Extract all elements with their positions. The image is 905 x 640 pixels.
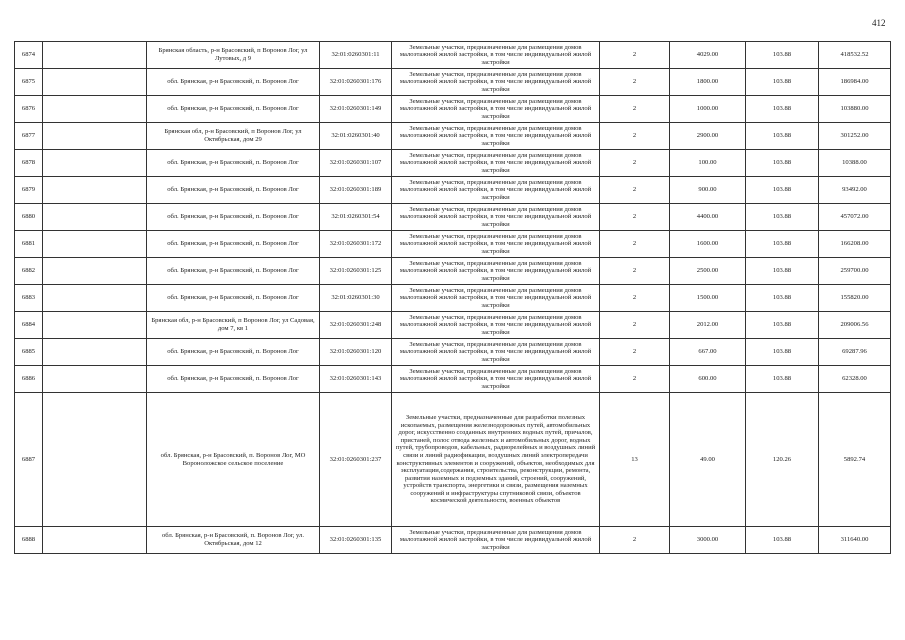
table-row [15, 527, 891, 554]
land-purpose-cell: Земельные участки, предназначенные для размещения домов малоэтажной жилой застройки, в том числе индивидуальной жилой застройки [392, 231, 600, 258]
cadastral-number-cell: 32:01:0260301:176 [320, 69, 392, 96]
group-cell: 2 [600, 69, 670, 96]
page-number: 412 [872, 18, 886, 28]
specific-value-cell: 120.26 [746, 393, 819, 527]
row-number: 6874 [15, 42, 43, 69]
cadastral-number-cell: 32:01:0260301:143 [320, 366, 392, 393]
specific-value-cell: 103.88 [746, 366, 819, 393]
land-purpose-cell: Земельные участки, предназначенные для размещения домов малоэтажной жилой застройки, в том числе индивидуальной жилой застройки [392, 123, 600, 150]
cadastral-value-cell: 259700.00 [819, 258, 891, 285]
land-purpose-cell: Земельные участки, предназначенные для размещения домов малоэтажной жилой застройки, в том числе индивидуальной жилой застройки [392, 527, 600, 554]
area-cell: 4400.00 [670, 204, 746, 231]
empty-cell [43, 312, 147, 339]
cadastral-number-cell: 32:01:0260301:149 [320, 96, 392, 123]
address-cell: Брянская область, р-н Брасовский, п Воронов Лог, ул Лутовых, д 9 [147, 42, 320, 69]
table-row [15, 366, 891, 393]
area-cell: 900.00 [670, 177, 746, 204]
cadastral-number-cell: 32:01:0260301:135 [320, 527, 392, 554]
land-purpose-cell: Земельные участки, предназначенные для размещения домов малоэтажной жилой застройки, в том числе индивидуальной жилой застройки [392, 69, 600, 96]
group-cell: 13 [600, 393, 670, 527]
empty-cell [43, 150, 147, 177]
area-cell: 2900.00 [670, 123, 746, 150]
specific-value-cell: 103.88 [746, 285, 819, 312]
land-purpose-cell: Земельные участки, предназначенные для размещения домов малоэтажной жилой застройки, в том числе индивидуальной жилой застройки [392, 339, 600, 366]
table-row [15, 42, 891, 69]
cadastral-number-cell: 32:01:0260301:172 [320, 231, 392, 258]
group-cell: 2 [600, 150, 670, 177]
table-row [15, 123, 891, 150]
specific-value-cell: 103.88 [746, 69, 819, 96]
land-purpose-cell: Земельные участки, предназначенные для размещения домов малоэтажной жилой застройки, в том числе индивидуальной жилой застройки [392, 285, 600, 312]
address-cell: обл. Брянская, р-н Брасовский, п. Воронов Лог [147, 258, 320, 285]
group-cell: 2 [600, 231, 670, 258]
row-number: 6883 [15, 285, 43, 312]
table-row [15, 150, 891, 177]
cadastral-value-cell: 311640.00 [819, 527, 891, 554]
cadastral-number-cell: 32:01:0260301:107 [320, 150, 392, 177]
area-cell: 49.00 [670, 393, 746, 527]
specific-value-cell: 103.88 [746, 312, 819, 339]
table-row [15, 312, 891, 339]
table-row [15, 204, 891, 231]
cadastral-value-cell: 457072.00 [819, 204, 891, 231]
row-number: 6880 [15, 204, 43, 231]
area-cell: 1500.00 [670, 285, 746, 312]
group-cell: 2 [600, 339, 670, 366]
address-cell: обл. Брянская, р-н Брасовский, п. Воронов Лог [147, 96, 320, 123]
cadastral-value-cell: 69287.96 [819, 339, 891, 366]
address-cell: обл. Брянская, р-н Брасовский, п. Воронов Лог [147, 366, 320, 393]
cadastral-value-cell: 209006.56 [819, 312, 891, 339]
table-row [15, 258, 891, 285]
group-cell: 2 [600, 42, 670, 69]
cadastral-number-cell: 32:01:0260301:11 [320, 42, 392, 69]
land-purpose-cell: Земельные участки, предназначенные для разработки полезных ископаемых, размещения железнодорожных путей, автомобильных дорог, искусственно созданных внутренних водных путей, причалов, пристаней, полос отвода железных и автомобильных дорог, водных путей, трубопроводов, кабельных, радиорелейных и воздушных линий связи и линий радиофикации, воздушных линий электропередачи конструктивных элементов и сооружений, объектов, необходимых для эксплуатации,содержания, строительства, реконструкции, ремонта, развития наземных и подземных зданий, строений, сооружений, устройств транспорта, энергетики и связи, размещения наземных сооружений и инфраструктуры спутниковой связи, объектов космической деятельности, военных объектов [392, 393, 600, 527]
land-purpose-cell: Земельные участки, предназначенные для размещения домов малоэтажной жилой застройки, в том числе индивидуальной жилой застройки [392, 177, 600, 204]
area-cell: 2500.00 [670, 258, 746, 285]
cadastral-value-cell: 166208.00 [819, 231, 891, 258]
cadastral-value-cell: 10388.00 [819, 150, 891, 177]
group-cell: 2 [600, 96, 670, 123]
land-purpose-cell: Земельные участки, предназначенные для размещения домов малоэтажной жилой застройки, в том числе индивидуальной жилой застройки [392, 150, 600, 177]
row-number: 6876 [15, 96, 43, 123]
empty-cell [43, 69, 147, 96]
cadastral-value-cell: 155820.00 [819, 285, 891, 312]
area-cell: 4029.00 [670, 42, 746, 69]
address-cell: обл. Брянская, р-н Брасовский, п. Воронов Лог [147, 339, 320, 366]
table-row [15, 69, 891, 96]
row-number: 6884 [15, 312, 43, 339]
cadastral-number-cell: 32:01:0260301:40 [320, 123, 392, 150]
specific-value-cell: 103.88 [746, 204, 819, 231]
address-cell: Брянская обл, р-н Брасовский, п Воронов Лог, ул Октябрьская, дом 29 [147, 123, 320, 150]
cadastral-number-cell: 32:01:0260301:237 [320, 393, 392, 527]
empty-cell [43, 231, 147, 258]
area-cell: 667.00 [670, 339, 746, 366]
cadastral-value-cell: 186984.00 [819, 69, 891, 96]
empty-cell [43, 96, 147, 123]
cadastral-value-cell: 418532.52 [819, 42, 891, 69]
specific-value-cell: 103.88 [746, 339, 819, 366]
table-body [15, 42, 891, 554]
empty-cell [43, 393, 147, 527]
address-cell: обл. Брянская, р-н Брасовский, п. Воронов Лог [147, 231, 320, 258]
area-cell: 2012.00 [670, 312, 746, 339]
group-cell: 2 [600, 312, 670, 339]
cadastral-number-cell: 32:01:0260301:248 [320, 312, 392, 339]
specific-value-cell: 103.88 [746, 258, 819, 285]
row-number: 6886 [15, 366, 43, 393]
address-cell: обл. Брянская, р-н Брасовский, п. Воронов Лог [147, 285, 320, 312]
address-cell: обл. Брянская, р-н Брасовский, п. Воронов Лог [147, 177, 320, 204]
cadastral-value-cell: 62328.00 [819, 366, 891, 393]
row-number: 6885 [15, 339, 43, 366]
row-number: 6881 [15, 231, 43, 258]
row-number: 6882 [15, 258, 43, 285]
cadastral-value-cell: 93492.00 [819, 177, 891, 204]
area-cell: 1600.00 [670, 231, 746, 258]
specific-value-cell: 103.88 [746, 527, 819, 554]
cadastral-value-cell: 301252.00 [819, 123, 891, 150]
table-row [15, 177, 891, 204]
group-cell: 2 [600, 366, 670, 393]
group-cell: 2 [600, 204, 670, 231]
specific-value-cell: 103.88 [746, 96, 819, 123]
row-number: 6888 [15, 527, 43, 554]
address-cell: обл. Брянская, р-н Брасовский, п. Воронов Лог, МО Вороноложское сельское поселение [147, 393, 320, 527]
table-row [15, 285, 891, 312]
cadastral-number-cell: 32:01:0260301:54 [320, 204, 392, 231]
table-row [15, 393, 891, 527]
group-cell: 2 [600, 285, 670, 312]
cadastral-number-cell: 32:01:0260301:30 [320, 285, 392, 312]
cadastral-number-cell: 32:01:0260301:125 [320, 258, 392, 285]
cadastral-value-table [14, 41, 891, 554]
empty-cell [43, 366, 147, 393]
specific-value-cell: 103.88 [746, 231, 819, 258]
area-cell: 1000.00 [670, 96, 746, 123]
cadastral-value-cell: 103880.00 [819, 96, 891, 123]
land-purpose-cell: Земельные участки, предназначенные для размещения домов малоэтажной жилой застройки, в том числе индивидуальной жилой застройки [392, 258, 600, 285]
group-cell: 2 [600, 527, 670, 554]
land-purpose-cell: Земельные участки, предназначенные для размещения домов малоэтажной жилой застройки, в том числе индивидуальной жилой застройки [392, 312, 600, 339]
cadastral-number-cell: 32:01:0260301:189 [320, 177, 392, 204]
land-purpose-cell: Земельные участки, предназначенные для размещения домов малоэтажной жилой застройки, в том числе индивидуальной жилой застройки [392, 42, 600, 69]
group-cell: 2 [600, 258, 670, 285]
empty-cell [43, 177, 147, 204]
address-cell: обл. Брянская, р-н Брасовский, п. Воронов Лог [147, 204, 320, 231]
empty-cell [43, 285, 147, 312]
row-number: 6879 [15, 177, 43, 204]
row-number: 6878 [15, 150, 43, 177]
area-cell: 100.00 [670, 150, 746, 177]
area-cell: 1800.00 [670, 69, 746, 96]
area-cell: 600.00 [670, 366, 746, 393]
specific-value-cell: 103.88 [746, 123, 819, 150]
empty-cell [43, 42, 147, 69]
group-cell: 2 [600, 123, 670, 150]
empty-cell [43, 339, 147, 366]
empty-cell [43, 204, 147, 231]
row-number: 6875 [15, 69, 43, 96]
specific-value-cell: 103.88 [746, 150, 819, 177]
table-row [15, 96, 891, 123]
land-purpose-cell: Земельные участки, предназначенные для размещения домов малоэтажной жилой застройки, в том числе индивидуальной жилой застройки [392, 204, 600, 231]
specific-value-cell: 103.88 [746, 42, 819, 69]
area-cell: 3000.00 [670, 527, 746, 554]
cadastral-number-cell: 32:01:0260301:120 [320, 339, 392, 366]
table-row [15, 231, 891, 258]
empty-cell [43, 123, 147, 150]
table-row [15, 339, 891, 366]
address-cell: обл. Брянская, р-н Брасовский, п. Воронов Лог, ул. Октябрьская, дом 12 [147, 527, 320, 554]
address-cell: обл. Брянская, р-н Брасовский, п. Воронов Лог [147, 69, 320, 96]
address-cell: обл. Брянская, р-н Брасовский, п. Воронов Лог [147, 150, 320, 177]
address-cell: Брянская обл, р-н Брасовский, п Воронов Лог, ул Садовая, дом 7, кв 1 [147, 312, 320, 339]
row-number: 6887 [15, 393, 43, 527]
cadastral-value-cell: 5892.74 [819, 393, 891, 527]
empty-cell [43, 527, 147, 554]
empty-cell [43, 258, 147, 285]
land-purpose-cell: Земельные участки, предназначенные для размещения домов малоэтажной жилой застройки, в том числе индивидуальной жилой застройки [392, 96, 600, 123]
specific-value-cell: 103.88 [746, 177, 819, 204]
land-purpose-cell: Земельные участки, предназначенные для размещения домов малоэтажной жилой застройки, в том числе индивидуальной жилой застройки [392, 366, 600, 393]
group-cell: 2 [600, 177, 670, 204]
row-number: 6877 [15, 123, 43, 150]
